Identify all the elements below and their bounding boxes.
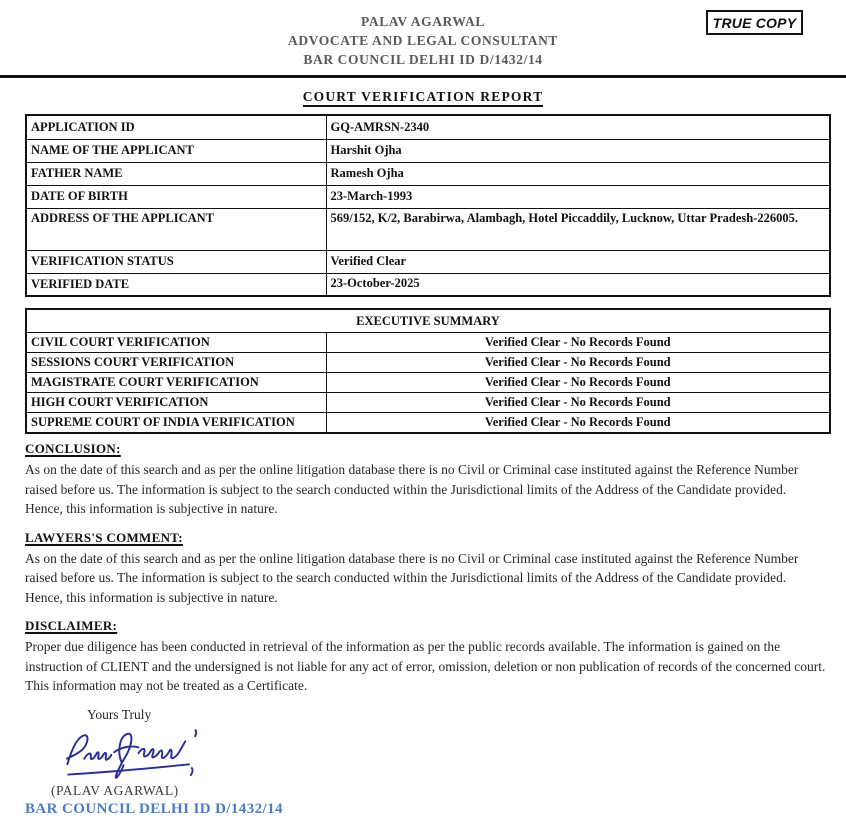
table-row [26,208,830,250]
table-row [26,393,830,413]
table-row [26,139,830,162]
summary-label: SESSIONS COURT VERIFICATION [26,353,326,373]
signature-image [51,725,211,783]
detail-value: Harshit Ojha [326,139,830,162]
section-heading: DISCLAIMER: [25,618,118,633]
section-conclusion [25,441,826,519]
detail-value: 569/152, K/2, Barabirwa, Alambagh, Hotel Piccaddily, Lucknow, Uttar Pradesh-226005. [326,208,830,250]
detail-label: DATE OF BIRTH [26,185,326,208]
detail-label: FATHER NAME [26,162,326,185]
signatory-name: (PALAV AGARWAL) [51,782,179,798]
summary-value: Verified Clear - No Records Found [326,413,830,433]
table-row [26,185,830,208]
summary-label: CIVIL COURT VERIFICATION [26,333,326,353]
table-row [26,250,830,273]
executive-summary-table [25,308,831,434]
detail-label: VERIFICATION STATUS [26,250,326,273]
applicant-details-table [25,114,831,297]
closing-text: Yours Truly [87,706,152,722]
detail-label: NAME OF THE APPLICANT [26,139,326,162]
summary-value: Verified Clear - No Records Found [326,373,830,393]
report-title: COURT VERIFICATION REPORT [0,88,846,106]
table-row [26,115,830,139]
advocate-role: ADVOCATE AND LEGAL CONSULTANT [287,33,559,48]
section-paragraph: Proper due diligence has been conducted in retrieval of the information as per the public records available. The information is gained on the instruction of CLIENT and the undersigned is not liable for any act of error, omission, deletion or non publication of records of the concerned court. This information may not be treated as a Certificate. [25,639,826,693]
report-body [25,441,826,816]
detail-value: Verified Clear [326,250,830,273]
summary-label: HIGH COURT VERIFICATION [26,393,326,413]
section-disclaimer [25,618,826,696]
table-row [26,373,830,393]
detail-label: ADDRESS OF THE APPLICANT [26,208,326,250]
signatory-bar-id: BAR COUNCIL DELHI ID D/1432/14 [25,800,283,816]
table-row [26,413,830,433]
detail-value: 23-March-1993 [326,185,830,208]
advocate-name: PALAV AGARWAL [361,14,485,29]
table-header-row [26,309,830,333]
summary-value: Verified Clear - No Records Found [326,393,830,413]
table-row [26,273,830,296]
detail-value: Ramesh Ojha [326,162,830,185]
detail-label: APPLICATION ID [26,115,326,139]
detail-value: GQ-AMRSN-2340 [326,115,830,139]
summary-value: Verified Clear - No Records Found [326,353,830,373]
table-row [26,162,830,185]
summary-value: Verified Clear - No Records Found [326,333,830,353]
header-divider [0,75,846,78]
true-copy-stamp: TRUE COPY [706,10,803,35]
summary-header: EXECUTIVE SUMMARY [26,309,830,333]
section-lawyers-comment [25,530,826,608]
table-row [26,333,830,353]
section-paragraph: As on the date of this search and as per the online litigation database there is no Civil or Criminal case instituted against the Reference Number raised before us. The information is subject to the search conducted within the Jurisdictional limits of the Address of the Candidate provided. Hence, this information is subjective in nature. [25,550,799,605]
summary-label: SUPREME COURT OF INDIA VERIFICATION [26,413,326,433]
summary-label: MAGISTRATE COURT VERIFICATION [26,373,326,393]
section-heading: CONCLUSION: [25,441,121,456]
section-heading: LAWYERS'S COMMENT: [25,529,183,545]
advocate-bar-id: BAR COUNCIL DELHI ID D/1432/14 [303,52,543,67]
detail-label: VERIFIED DATE [26,273,326,296]
table-row [26,353,830,373]
section-paragraph: As on the date of this search and as per the online litigation database there is no Civil or Criminal case instituted against the Reference Number raised before us. The information is subject to the search conducted within the Jurisdictional limits of the Address of the Candidate provided. Hence, this information is subjective in nature. [25,462,799,516]
detail-value: 23-October-2025 [326,273,830,296]
